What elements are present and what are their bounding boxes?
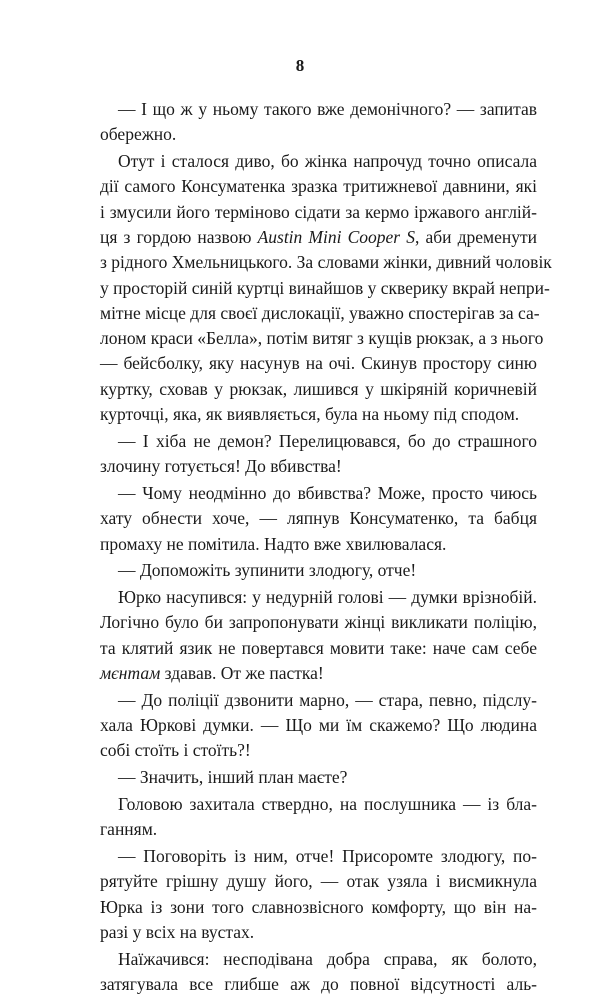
paragraph: [100, 429, 537, 480]
text-line: та клятий язик не повертався мовити таке: наче сам себе: [100, 637, 537, 658]
text-line: разі у всіх на вустах.: [100, 922, 255, 942]
text-line: з рідного Хмельницького. За словами жінки, дивний чоловік: [100, 252, 552, 273]
paragraph: [100, 947, 537, 998]
text-line: Наїжачився: несподівана добра справа, як болото,: [118, 948, 537, 969]
text-line: — Значить, інший план маєте?: [118, 767, 348, 788]
text-line: Юрко насупився: у недурній голові — думки врізнобій.: [118, 587, 537, 608]
text-line: мєнтам здавав. От же пастка!: [100, 663, 324, 684]
text-line: Логічно було би запропонувати жінці викликати поліцію,: [100, 612, 537, 633]
paragraph: [100, 558, 537, 583]
text-line: злочину готується! До вбивства!: [100, 456, 342, 477]
text-line: у просторій синій куртці винайшов у скверику вкрай непри-: [100, 277, 550, 298]
paragraph: [100, 792, 537, 843]
paragraph: [100, 585, 537, 686]
text-block: [100, 97, 552, 999]
text-line: і змусили його терміново сідати за кермо іржавого англій-: [100, 201, 537, 222]
text-line: лоном краси «Белла», потім витяг з кущів рюкзак, а з нього: [100, 328, 544, 349]
paragraph: [100, 844, 537, 945]
text-line: хату обнести хоче, — ляпнув Консуматенко, та бабця: [100, 508, 537, 529]
text-line: Отут і сталося диво, бо жінка напрочуд точно описала: [118, 151, 537, 172]
text-line: — Чому неодмінно до вбивства? Може, просто чиюсь: [118, 482, 537, 503]
text-line: мітне місце для своєї дислокації, уважно спостерігав за са-: [100, 302, 540, 323]
italic-phrase: Austin Mini Cooper S: [257, 226, 415, 247]
text-line: — Поговоріть із ним, отче! Присоромте злодюгу, по-: [118, 846, 537, 867]
paragraph: [100, 688, 537, 764]
text-line: ця з гордою назвою Austin Mini Cooper S, аби дременути: [100, 226, 537, 247]
text-line: Юрка із зони того славнозвісного комфорту, що він на-: [100, 896, 537, 917]
text-line: ганням.: [100, 819, 158, 840]
text-line: куртку, сховав у рюкзак, лишився у шкіряній коричневій: [100, 378, 537, 399]
paragraph: [100, 149, 552, 427]
text-line: затягувала все глибше аж до повної відсутності аль-: [100, 974, 537, 995]
text-line: собі стоїть і стоїть?!: [100, 740, 251, 761]
text-line: — І що ж у ньому такого вже демонічного? — запитав: [118, 99, 537, 119]
text-line: — До поліції дзвонити марно, — стара, певно, підслу-: [118, 689, 537, 710]
paragraph: [100, 97, 537, 148]
page-number: 8: [295, 56, 305, 75]
text-line: — І хіба не демон? Перелицювався, бо до страшного: [118, 430, 537, 451]
text-line: обережно.: [100, 124, 177, 145]
paragraph: [100, 481, 537, 557]
text-line: курточці, яка, як виявляється, була на ньому під сподом.: [100, 404, 520, 425]
text-line: дії самого Консуматенка зразка тритижневої давнини, які: [100, 176, 537, 197]
text-line: рятуйте грішну душу його, — отак узяла і висмикнула: [100, 871, 537, 892]
paragraph: [100, 765, 537, 790]
text-line: — бейсболку, яку насунув на очі. Скинув простору синю: [100, 353, 537, 374]
text-line: Головою захитала ствердно, на послушника — із бла-: [118, 794, 537, 815]
italic-phrase: мєнтам: [100, 663, 161, 684]
text-line: промаху не помітила. Надто вже хвилювалася.: [100, 533, 447, 554]
text-line: — Допоможіть зупинити злодюгу, отче!: [118, 560, 417, 581]
text-line: хала Юркові думки. — Що ми їм скажемо? Що людина: [100, 715, 537, 736]
